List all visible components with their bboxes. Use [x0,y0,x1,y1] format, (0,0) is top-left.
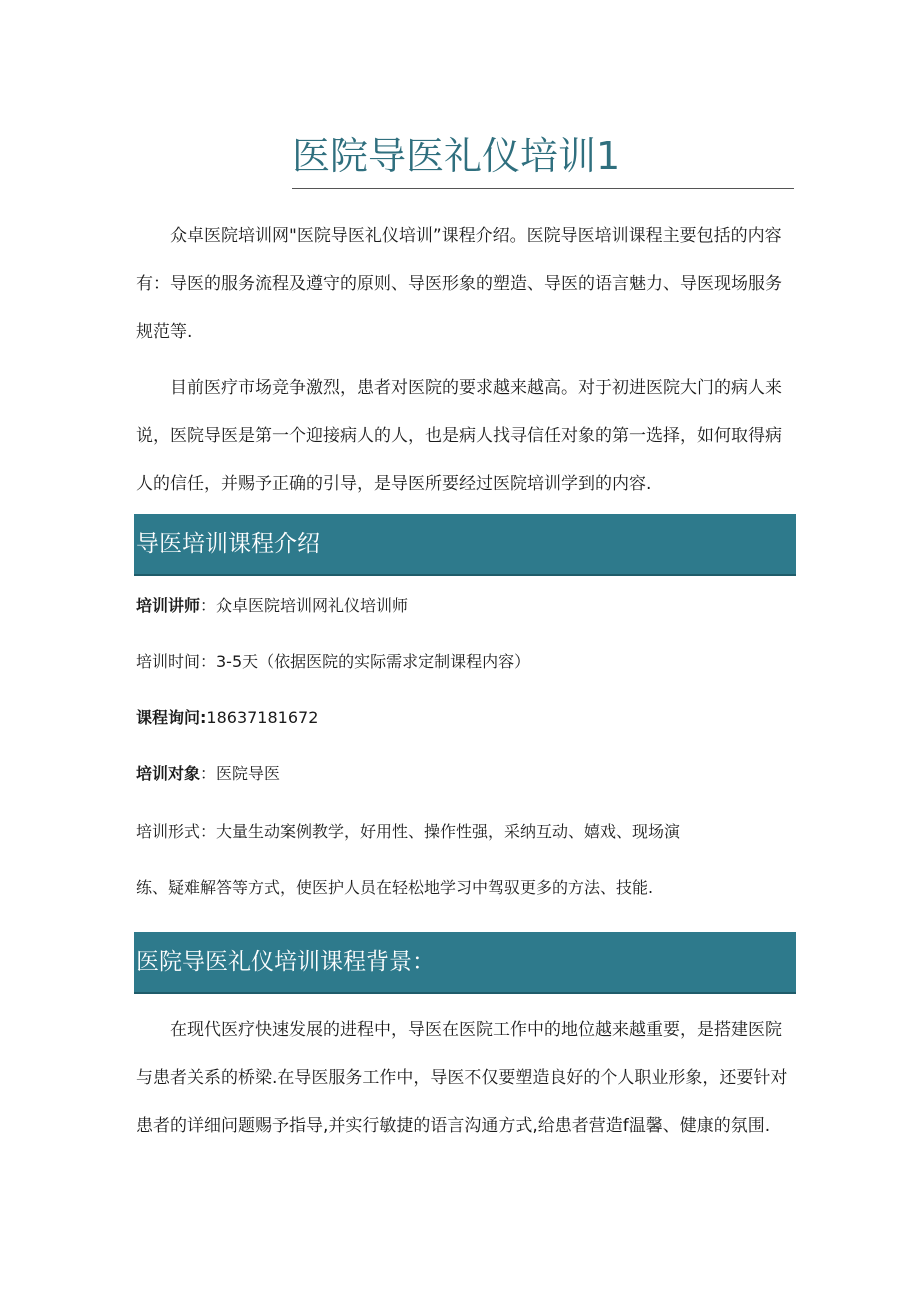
trainer-label: 培训讲师 [136,596,201,615]
document-title [292,128,794,189]
section-heading-text: 医院导医礼仪培训课程背景： [136,949,435,975]
trainer-line [136,594,408,618]
inquiry-value: 18637181672 [206,708,319,727]
title-text: 医院导医礼仪培训1 [292,134,621,178]
background-paragraph: 在现代医疗快速发展的进程中，导医在医院工作中的地位越来越重要，是搭建医院与患者关系的桥梁.在导医服务工作中，导医不仅要塑造良好的个人职业形象，还要针对患者的详细问题赐予指导,并实行敏捷的语言沟通方式,给患者营造f温馨、健康的氛围. [136,1020,788,1136]
section-heading-text: 导医培训课程介绍 [136,531,320,557]
format-line-2 [136,876,653,900]
trainer-value: ：众卓医院培训网礼仪培训师 [200,596,409,615]
audience-label: 培训对象 [136,764,201,783]
time-line [136,650,530,674]
audience-line [136,762,280,786]
time-text: 培训时间：3-5天（依据医院的实际需求定制课程内容） [136,652,531,671]
intro-paragraph-1: 众卓医院培训网"医院导医礼仪培训”课程介绍。医院导医培训课程主要包括的内容有：导医的服务流程及遵守的原则、导医形象的塑造、导医的语言魅力、导医现场服务规范等. [136,226,782,342]
section-heading-course-intro [134,514,796,576]
format-line-1 [136,820,680,844]
format-text-2: 练、疑难解答等方式，使医护人员在轻松地学习中驾驭更多的方法、技能. [136,878,654,897]
section-heading-background [134,932,796,994]
audience-value: ：医院导医 [200,764,281,783]
inquiry-line [136,706,318,730]
inquiry-label: 课程询问: [136,708,207,727]
format-text-1: 培训形式：大量生动案例教学，好用性、操作性强，采纳互动、嬉戏、现场演 [136,822,681,841]
intro-paragraph-2: 目前医疗市场竞争激烈，患者对医院的要求越来越高。对于初进医院大门的病人来说，医院导医是第一个迎接病人的人，也是病人找寻信任对象的第一选择，如何取得病人的信任，并赐予正确的引导，是导医所要经过医院培训学到的内容. [136,378,782,494]
